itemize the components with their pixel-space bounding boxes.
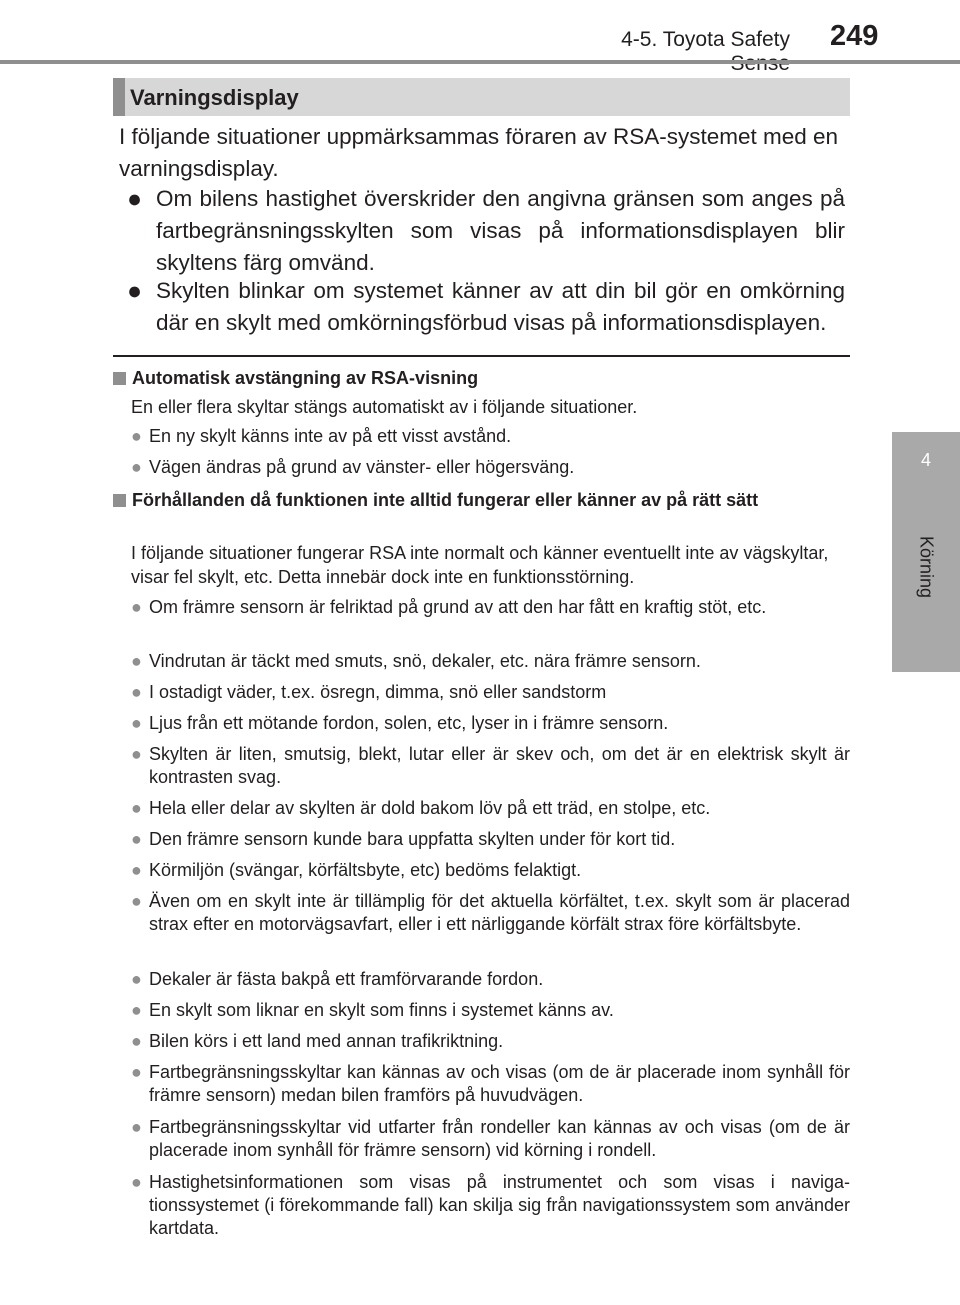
list-item-text: Även om en skylt inte är tillämplig för det aktuella körfältet, t.ex. skylt som är placerad strax efter en motorvägsavfart, eller i ett närliggande körfält strax före körfältsbyte. bbox=[149, 891, 850, 934]
note-heading bbox=[113, 488, 850, 512]
list-item bbox=[131, 1030, 850, 1053]
bullet-icon: ● bbox=[131, 651, 142, 671]
note-heading bbox=[113, 366, 850, 390]
note-heading-text: Automatisk avstängning av RSA-visning bbox=[132, 368, 479, 388]
list-item-text: Ljus från ett mötande fordon, solen, etc, lyser in i främre sensorn. bbox=[149, 713, 669, 733]
list-item bbox=[131, 1171, 850, 1240]
list-item bbox=[131, 681, 850, 704]
bullet-icon: ● bbox=[127, 277, 143, 305]
bullet-icon: ● bbox=[131, 1117, 142, 1137]
list-item-text: Bilen körs i ett land med annan trafikriktning. bbox=[149, 1031, 504, 1051]
list-item-text: Skylten blinkar om systemet känner av att din bil gör en omkörning där en skylt med omkörningsförbud visas på informationsdisplayen. bbox=[156, 278, 845, 335]
list-item-text: Skylten är liten, smutsig, blekt, lutar eller är skev och, om det är en elektrisk skylt är kontrasten svag. bbox=[149, 744, 850, 787]
bullet-icon: ● bbox=[131, 829, 142, 849]
bullet-icon: ● bbox=[131, 1000, 142, 1020]
square-bullet-icon bbox=[113, 372, 126, 385]
list-item bbox=[131, 999, 850, 1022]
list-item-text: Den främre sensorn kunde bara uppfatta skylten under för kort tid. bbox=[149, 829, 676, 849]
bullet-icon: ● bbox=[131, 798, 142, 818]
bullet-icon: ● bbox=[131, 682, 142, 702]
section-intro: I följande situationer uppmärksammas föraren av RSA-systemet med en varningsdisplay. bbox=[119, 124, 839, 181]
list-item bbox=[131, 890, 850, 936]
section-header bbox=[113, 78, 850, 116]
list-item-text: Dekaler är fästa bakpå ett framförvarande fordon. bbox=[149, 969, 544, 989]
list-item bbox=[131, 828, 850, 851]
list-item bbox=[131, 859, 850, 882]
chapter-label: Körning bbox=[916, 535, 937, 599]
list-item bbox=[131, 425, 850, 448]
list-item bbox=[131, 743, 850, 789]
square-bullet-icon bbox=[113, 494, 126, 507]
running-header-title: 4-5. Toyota Safety bbox=[621, 28, 790, 51]
note-text: I följande situationer fungerar RSA inte normalt och känner eventuellt inte av vägskyltar, visar fel skylt, etc. Detta innebär dock inte en funktionsstörning. bbox=[131, 543, 829, 587]
bullet-icon: ● bbox=[131, 1062, 142, 1082]
section-title: Varningsdisplay bbox=[130, 85, 299, 110]
list-item bbox=[119, 275, 845, 339]
list-item-text: Vindrutan är täckt med smuts, snö, dekaler, etc. nära främre sensorn. bbox=[149, 651, 701, 671]
bullet-icon: ● bbox=[131, 744, 142, 764]
list-item-text: Hela eller delar av skylten är dold bakom löv på ett träd, en stolpe, etc. bbox=[149, 798, 711, 818]
list-item bbox=[131, 712, 850, 735]
list-item bbox=[131, 456, 850, 479]
list-item-text: Fartbegränsningsskyltar kan kännas av och visas (om de är placerade inom synhåll för främre sensorn) medan bilen framförs på huvudvägen. bbox=[149, 1062, 850, 1105]
bullet-icon: ● bbox=[131, 1031, 142, 1051]
bullet-icon: ● bbox=[131, 597, 142, 617]
list-item-text: En ny skylt känns inte av på ett visst avstånd. bbox=[149, 426, 512, 446]
bullet-icon: ● bbox=[131, 426, 142, 446]
bullet-icon: ● bbox=[131, 1172, 142, 1192]
header-rule bbox=[0, 60, 960, 64]
bullet-icon: ● bbox=[131, 969, 142, 989]
list-item-text: Körmiljön (svängar, körfältsbyte, etc) bedöms felaktigt. bbox=[149, 860, 582, 880]
list-item bbox=[131, 650, 850, 673]
list-item-text: Hastighetsinformationen som visas på instrumentet och som visas i naviga-tionssystemet (i förekommande fall) kan skilja sig från navigationssystem som använder kartdata. bbox=[149, 1172, 850, 1238]
list-item-text: Vägen ändras på grund av vänster- eller högersväng. bbox=[149, 457, 575, 477]
section-divider bbox=[113, 355, 850, 357]
list-item bbox=[131, 1061, 850, 1107]
bullet-icon: ● bbox=[131, 713, 142, 733]
bullet-icon: ● bbox=[127, 185, 143, 213]
list-item bbox=[131, 1116, 850, 1162]
list-item bbox=[131, 596, 850, 619]
note-heading-text: Förhållanden då funktionen inte alltid fungerar eller känner av på rätt sätt bbox=[132, 490, 759, 510]
list-item bbox=[131, 968, 850, 991]
chapter-side-tab bbox=[892, 432, 960, 672]
list-item-text: I ostadigt väder, t.ex. ösregn, dimma, snö eller sandstorm bbox=[149, 682, 607, 702]
page-number: 249 bbox=[830, 20, 879, 52]
section-header-bar bbox=[113, 78, 125, 116]
bullet-icon: ● bbox=[131, 891, 142, 911]
list-item-text: En skylt som liknar en skylt som finns i systemet känns av. bbox=[149, 1000, 614, 1020]
list-item-text: Fartbegränsningsskyltar vid utfarter från rondeller kan kännas av och visas (om de är placerade inom synhåll för främre sensorn) vid körning i rondell. bbox=[149, 1117, 850, 1160]
list-item-text: Om bilens hastighet överskrider den angivna gränsen som anges på fartbegränsningsskylten som visas på informationsdisplayen blir skyltens färg omvänd. bbox=[156, 186, 845, 275]
list-item-text: Om främre sensorn är felriktad på grund av att den har fått en kraftig stöt, etc. bbox=[149, 597, 767, 617]
bullet-icon: ● bbox=[131, 457, 142, 477]
bullet-icon: ● bbox=[131, 860, 142, 880]
note-text: En eller flera skyltar stängs automatiskt av i följande situationer. bbox=[131, 397, 638, 417]
list-item bbox=[119, 183, 845, 279]
chapter-number: 4 bbox=[920, 450, 931, 470]
list-item bbox=[131, 797, 850, 820]
